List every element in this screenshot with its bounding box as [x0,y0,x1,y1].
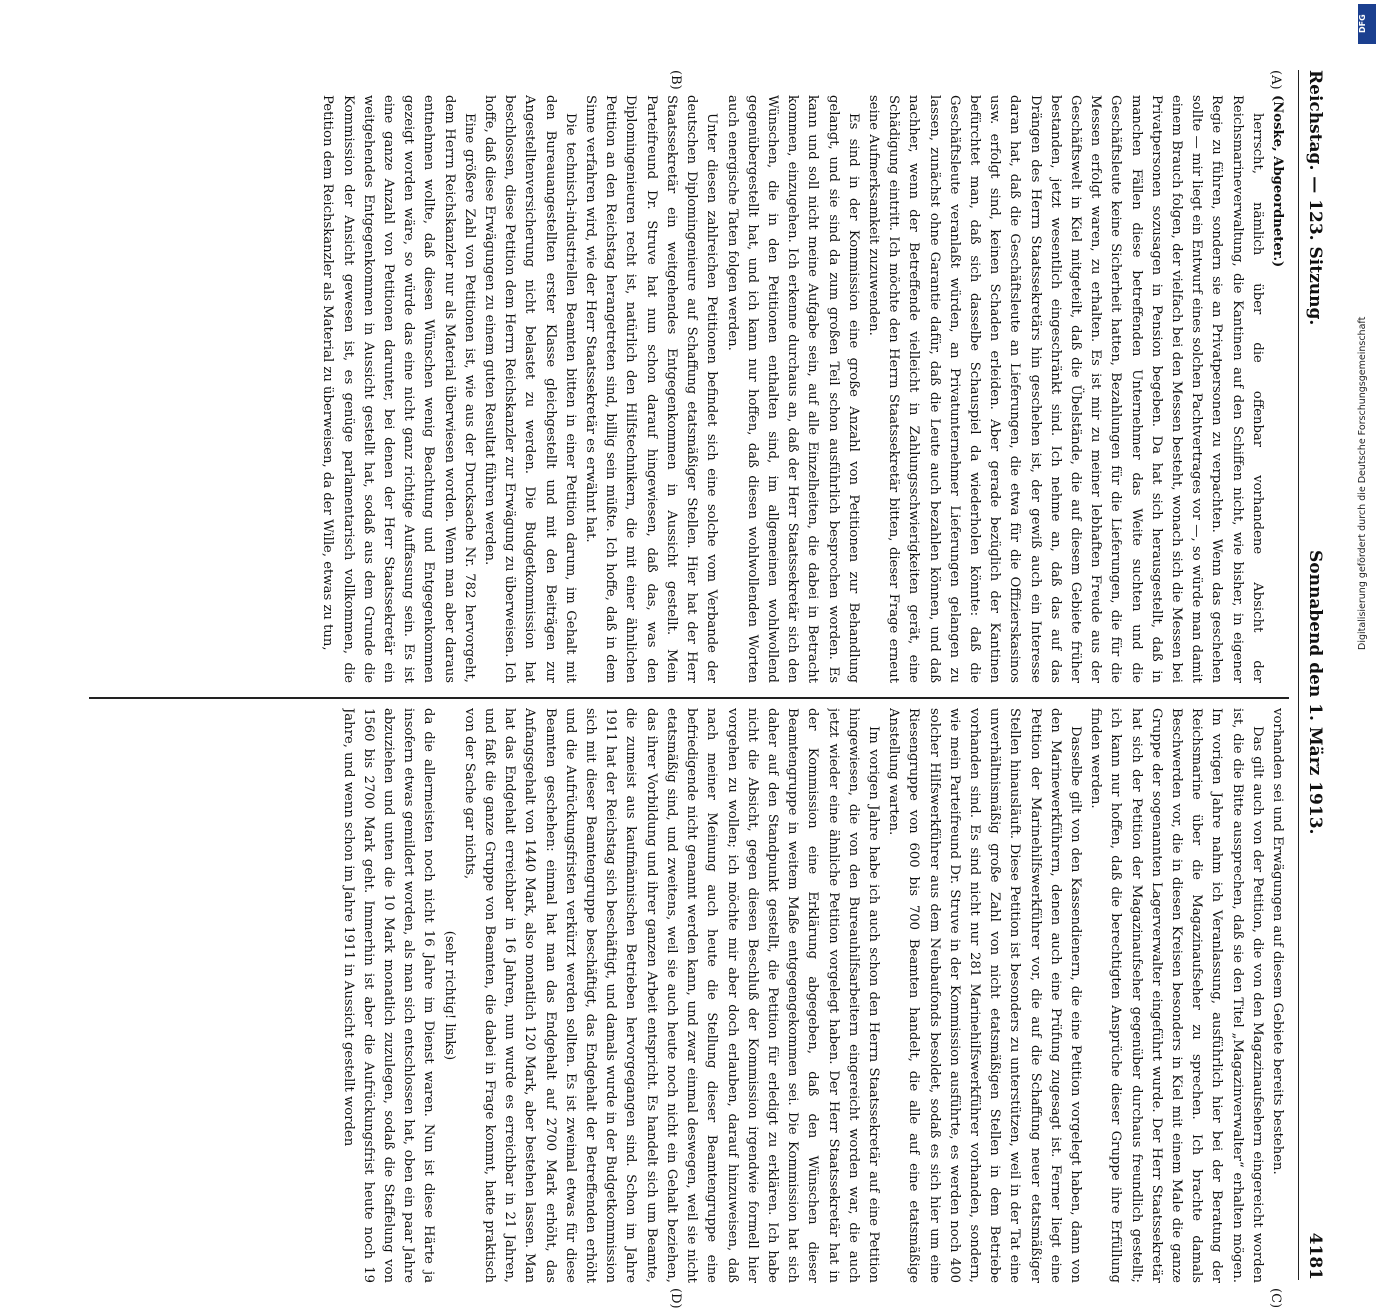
margin-marker-c: (C) [1268,1288,1283,1309]
right-column [97,708,1287,1283]
paragraph: herrscht, nämlich über die offenbar vorhandene Absicht der Reichsmarineverwaltung, die Kantinen auf den Schiffen nicht, wie bisher, in eigener Regie zu führen, sondern sie an Privatpersonen zu verpachten. Wenn das geschehen sollte — mir liegt ein Entwurf eines solchen Pachtvertrages vor —, so würde man damit einem Brauch folgen, der vielfach bei den Messen besteht, wonach sich die Messen bei Privatpersonen sozusagen in Pension begeben. Da hat sich herausgestellt, daß in manchen Fällen diese betreffenden Unternehmer das Weite suchten und die Geschäftsleute keine Sicherheit hatten, Bezahlungen für die Lieferungen, die für die Messen erfolgt waren, zu erhalten. Es ist mir zu meiner lebhaften Freude aus der Geschäftswelt in Kiel mitgeteilt, daß die Übelstände, die auf diesem Gebiete früher bestanden, jetzt wesentlich eingeschränkt sind. Ich nehme an, daß das auf das Drängen des Herrn Staatssekretärs hin geschehen ist, der gewiß auch ein Interesse daran hat, daß die Geschäftsleute an Lieferungen, die etwa für die Offizierskasinos usw. erfolgt sind, keinen Schaden erleiden. Aber gerade bezüglich der Kantinen befürchtet man, daß sich dasselbe Schauspiel da wiederholen könnte: daß die Geschäftsleute veranlaßt würden, an Privatunternehmer Lieferungen gelangen zu lassen, zunächst ohne Garantie dafür, daß die Leute auch bezahlen können, und daß nachher, wenn der Betreffende vielleicht in Zahlungsschwierigkeiten gerät, eine Schädigung eintritt. Ich möchte den Herrn Staatssekretär bitten, dieser Frage erneut seine Aufmerksamkeit zuzuwenden. [865,95,1265,683]
paragraph: vorhanden sei und Erwägungen auf diesem Gebiete bereits bestehen. [1270,708,1285,1175]
paragraph: Das gilt auch von der Petition, die von den Magazinaufsehern eingereicht worden ist, die die Bitte aussprechen, daß sie den Titel „Magazinverwalter“ erhalten mögen. Im vorigen Jahre nahm ich Veranlassung, ausführlich hier bei der Beratung der Reichsmarine über die Magazinaufseher zu sprechen. Ich brachte damals Beschwerden vor, die in diesen Kreisen besonders in Kiel mit einem Male die ganze Gruppe der sogenannten Lagerverwalter eingeführt wurde. Der Herr Staatssekretär hat sich der Petition der Magazinaufseher gegenüber durchaus freundlich gestellt; ich kann nur hoffen, daß die berechtigten Ansprüche dieser Gruppe ihre Erfüllung finden werden. [1088,708,1265,1283]
page-number: 4181 [1305,1232,1325,1280]
column-divider [89,697,1289,699]
margin-marker-b: (B) [668,70,683,90]
speaker-line: (Noske, Abgeordneter.) [1270,95,1285,268]
paragraph: Es sind in der Kommission eine große Anzahl von Petitionen zur Behandlung gelangt, und sie sind da zum großen Teil schon ausführlich besprochen worden. Es kann und soll nicht meine Aufgabe sein, auf alle Einzelheiten, die dabei in Betracht kommen, einzugehen. Ich erkenne durchaus an, daß der Herr Staatssekretär sich den Wünschen, die in den Petitionen enthalten sind, im allgemeinen wohlwollend gegenübergestellt hat, und ich kann nur hoffen, daß diesen wohlwollenden Worten auch energische Taten folgen werden. [724,95,861,683]
digitization-strip [1357,0,1379,1000]
paragraph: Unter diesen zahlreichen Petitionen befindet sich eine solche vom Verbande der deutschen Diplomingenieure auf Schaffung etatsmäßiger Stellen. Hier hat der Herr Staatssekretär ein weitgehendes Entgegenkommen in Aussicht gestellt. Mein Parteifreund Dr. Struve hat nun schon darauf hingewiesen, daß das, was den Diplomingenieuren recht ist, natürlich den Hilfstechnikern, die mit einer ähnlichen Petition an den Reichstag herangetreten sind, billig sein müßte. Ich hoffe, daß in dem Sinne verfahren wird, wie der Herr Staatssekretär es erwähnt hat. [583,95,720,683]
running-header [1298,70,1325,1280]
paragraph: da die allermeisten noch nicht 16 Jahre im Dienst waren. Nun ist diese Härte ja insofern etwas gemildert worden, als man sich entschlossen hat, oben ein paar Jahre abzuziehen und unten die 10 Mark monatlich zuzulegen, sodaß die Staffelung von 1560 bis 2700 Mark geht. Immerhin ist aber die Aufrückungsfrist heute noch 19 Jahre, und wenn schon im Jahre 1911 in Aussicht gestellt worden [340,708,437,1283]
paragraph: Im vorigen Jahre habe ich auch schon den Herrn Staatssekretär auf eine Petition hingewiesen, die von den Bureauhilfsarbeitern eingereicht worden war, die auch jetzt wieder eine ähnliche Petition vorgelegt haben. Der Herr Staatssekretär hat in der Kommission eine Erklärung abgegeben, daß den Wünschen dieser Beamtengruppe in weitem Maße entgegengekommen sei. Die Kommission hat sich daher auf den Standpunkt gestellt, die Petition für erledigt zu erklären. Ich habe nicht die Absicht, gegen diesen Beschluß der Kommission irgendwie formell hier vorgehen zu wollen; ich möchte mir aber doch erlauben, darauf hinzuweisen, daß nach meiner Meinung auch heute die Stellung dieser Beamtengruppe eine befriedigende nicht genannt werden kann, und zwar einmal deswegen, weil sie nicht etatsmäßig sind, und zweitens, weil sie auch heute noch nicht ein Gehalt beziehen, das ihrer Vorbildung und ihrer ganzen Arbeit entspricht. Es handelt sich um Beamte, die zumeist aus kaufmännischen Betrieben hervorgegangen sind. Schon im Jahre 1911 hat der Reichstag sich beschäftigt, und damals wurde in der Budgetkommission sich mit dieser Beamtengruppe beschäftigt, das Endgehalt der Betreffenden erhöht und die Aufrückungsfristen verkürzt werden sollten. Es ist zweimal etwas für diese Beamten geschehen: einmal hat man das Endgehalt auf 2700 Mark erhöht, das Anfangsgehalt von 1440 Mark, also monatlich 120 Mark, aber bestehen lassen. Man hat das Endgehalt erreichbar in 16 Jahren, nun wurde es erreichbar in 21 Jahren, und faßt die ganze Gruppe von Beamten, die dabei in Frage kommt, hatte praktisch von der Sache gar nichts, [461,708,881,1283]
header-left: Reichstag. — 123. Sitzung. [1305,70,1325,326]
margin-marker-a: (A) [1268,70,1283,90]
dfg-logo: DFG [1358,4,1376,44]
header-date: Sonnabend den 1. März 1913. [1305,550,1325,835]
paragraph: Dasselbe gilt von den Kassendienern, die eine Petition vorgelegt haben, dann von den Marinewerkführern, denen auch eine Prüfung zugesagt ist. Ferner liegt eine Petition der Marinehilfswerkführer vor, die auf die Schaffung neuer etatsmäßiger Stellen hinausläuft. Diese Petition ist besonders zu unterstützen, weil in der Tat eine unverhältnismäßig große Zahl von nicht etatsmäßigen Stellen in dem Betriebe vorhanden sind. Es sind nicht nur 281 Marinehilfswerkführer vorhanden, sondern, wie mein Parteifreund Dr. Struve in der Kommission ausführte, es werden noch 400 solcher Hilfswerkführer aus dem Neubaufonds besoldet, sodaß es sich hier um eine Riesengruppe von 600 bis 700 Beamten handelt, die alle auf eine etatsmäßige Anstellung warten. [886,708,1083,1283]
left-column [97,95,1287,683]
digitization-credit: Digitalisierung gefördert durch die Deutsche Forschungsgemeinschaft [1357,316,1368,650]
paragraph: Die technisch-industriellen Beamten bitten in einer Petition darum, im Gehalt mit den Bureauangestellten erster Klasse gleichgestellt und mit den Beiträgen zur Angestelltenversicherung nicht belastet zu werden. Die Budgetkommission hat beschlossen, diese Petition dem Herrn Reichskanzler zur Erwägung zu überweisen. Ich hoffe, daß diese Erwägungen zu einem guten Resultat führen werden. [482,95,578,683]
margin-marker-d: (D) [668,1288,683,1309]
paragraph: Eine größere Zahl von Petitionen ist, wie aus der Drucksache Nr. 782 hervorgeht, dem Herrn Reichskanzler nur als Material überwiesen worden. Wenn man aber daraus entnehmen wollte, daß diesen Wünschen wenig Beachtung und Entgegenkommen gezeigt worden wäre, so würde das eine nicht ganz richtige Auffassung sein. Es ist eine ganze Anzahl von Petitionen darunter, bei denen der Herr Staatssekretär ein weitgehendes Entgegenkommen in Aussicht gestellt hat, sodaß aus dem Grunde die Kommission der Ansicht gewesen ist, es genüge parlamentarisch vollkommen, die Petition dem Reichskanzler als Material zu überweisen, da der Wille, etwas zu tun, [320,95,477,683]
interjection: (sehr richtig! links) [441,930,457,1061]
